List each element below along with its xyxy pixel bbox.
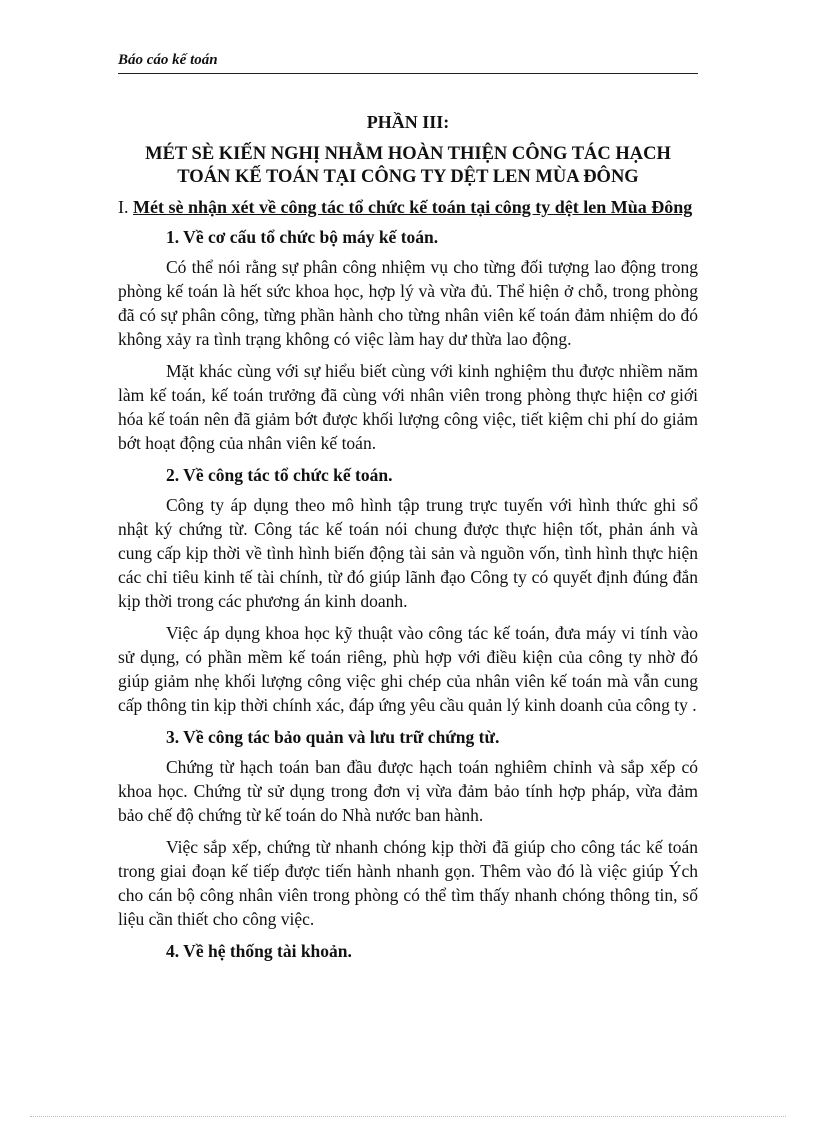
subsection-4	[118, 939, 698, 963]
paragraph: Có thể nói rằng sự phân công nhiệm vụ cho từng đối tượng lao động trong phòng kế toán là hết sức khoa học, hợp lý và vừa đủ. Thể hiện ở chỗ, trong phòng đã có sự phân công, từng phần hành cho từng nhân viên kế toán đảm nhiệm do đó không xảy ra tình trạng không có việc làm hay dư thừa lao động.	[118, 257, 698, 349]
page-header	[118, 52, 698, 74]
subsection-heading: 2. Về công tác tổ chức kế toán.	[166, 465, 393, 485]
main-title-line-1: MÉT SÈ KIẾN NGHỊ NHẰM HOÀN THIỆN CÔNG TÁC HẠCH	[145, 144, 671, 164]
paragraph: Mặt khác cùng với sự hiểu biết cùng với kinh nghiệm thu được nhiềm năm làm kế toán, kế toán trưởng đã cùng với nhân viên trong phòng thực hiện cơ giới hóa kế toán nên đã giảm bớt được khối lượng công việc, tiết kiệm chi phí do giảm bớt hoạt động của nhân viên kế toán.	[118, 361, 698, 453]
subsection-heading: 1. Về cơ cấu tổ chức bộ máy kế toán.	[166, 227, 439, 247]
document-body	[118, 112, 698, 969]
paragraph: Chứng từ hạch toán ban đầu được hạch toán nghiêm chỉnh và sắp xếp có khoa học. Chứng từ sử dụng trong đơn vị vừa đảm bảo tính hợp pháp, vừa đảm bảo chế độ chứng từ kế toán do Nhà nước ban hành.	[118, 757, 698, 825]
paragraph: Việc áp dụng khoa học kỹ thuật vào công tác kế toán, đưa máy vi tính vào sử dụng, có phần mềm kế toán riêng, phù hợp với điều kiện của công ty nhờ đó giúp giảm nhẹ khối lượng công việc ghi chép của nhân viên kế toán mà vẫn cung cấp thông tin kịp thời chính xác, đáp ứng yêu cầu quản lý kinh doanh của công ty .	[118, 623, 698, 715]
paragraph: Công ty áp dụng theo mô hình tập trung trực tuyến với hình thức ghi sổ nhật ký chứng từ. Công tác kế toán nói chung được thực hiện tốt, phản ánh và cung cấp kịp thời về tình hình biến động tài sản và nguồn vốn, tình hình thực hiện các chỉ tiêu kinh tế tài chính, từ đó giúp lãnh đạo Công ty có quyết định đúng đắn kịp thời trong các phương án kinh doanh.	[118, 495, 698, 611]
main-title-line-2: TOÁN KẾ TOÁN TẠI CÔNG TY DỆT LEN MÙA ĐÔNG	[177, 167, 639, 187]
section-number: I.	[118, 197, 129, 217]
subsection-heading: 3. Về công tác bảo quản và lưu trữ chứng từ.	[166, 727, 500, 747]
paragraph: Việc sắp xếp, chứng từ nhanh chóng kịp thời đã giúp cho công tác kế toán trong giai đoạn kế tiếp được tiến hành nhanh gọn. Thêm vào đó là việc giúp Ých cho cán bộ công nhân viên trong phòng có thể tìm thấy nhanh chóng thông tin, số liệu cần thiết cho công việc.	[118, 837, 698, 929]
section-heading	[118, 195, 698, 219]
header-title: Báo cáo kế toán	[118, 52, 218, 68]
subsection-2	[118, 463, 698, 717]
subsection-1	[118, 225, 698, 455]
subsection-3	[118, 725, 698, 931]
main-title	[118, 143, 698, 189]
section-title: Mét sè nhận xét về công tác tổ chức kế toán tại công ty dệt len Mùa Đông	[133, 197, 693, 217]
subsection-heading: 4. Về hệ thống tài khoản.	[166, 941, 352, 961]
footer-divider	[30, 1116, 786, 1117]
part-title: PHẦN III:	[366, 112, 450, 132]
header-divider	[118, 73, 698, 74]
